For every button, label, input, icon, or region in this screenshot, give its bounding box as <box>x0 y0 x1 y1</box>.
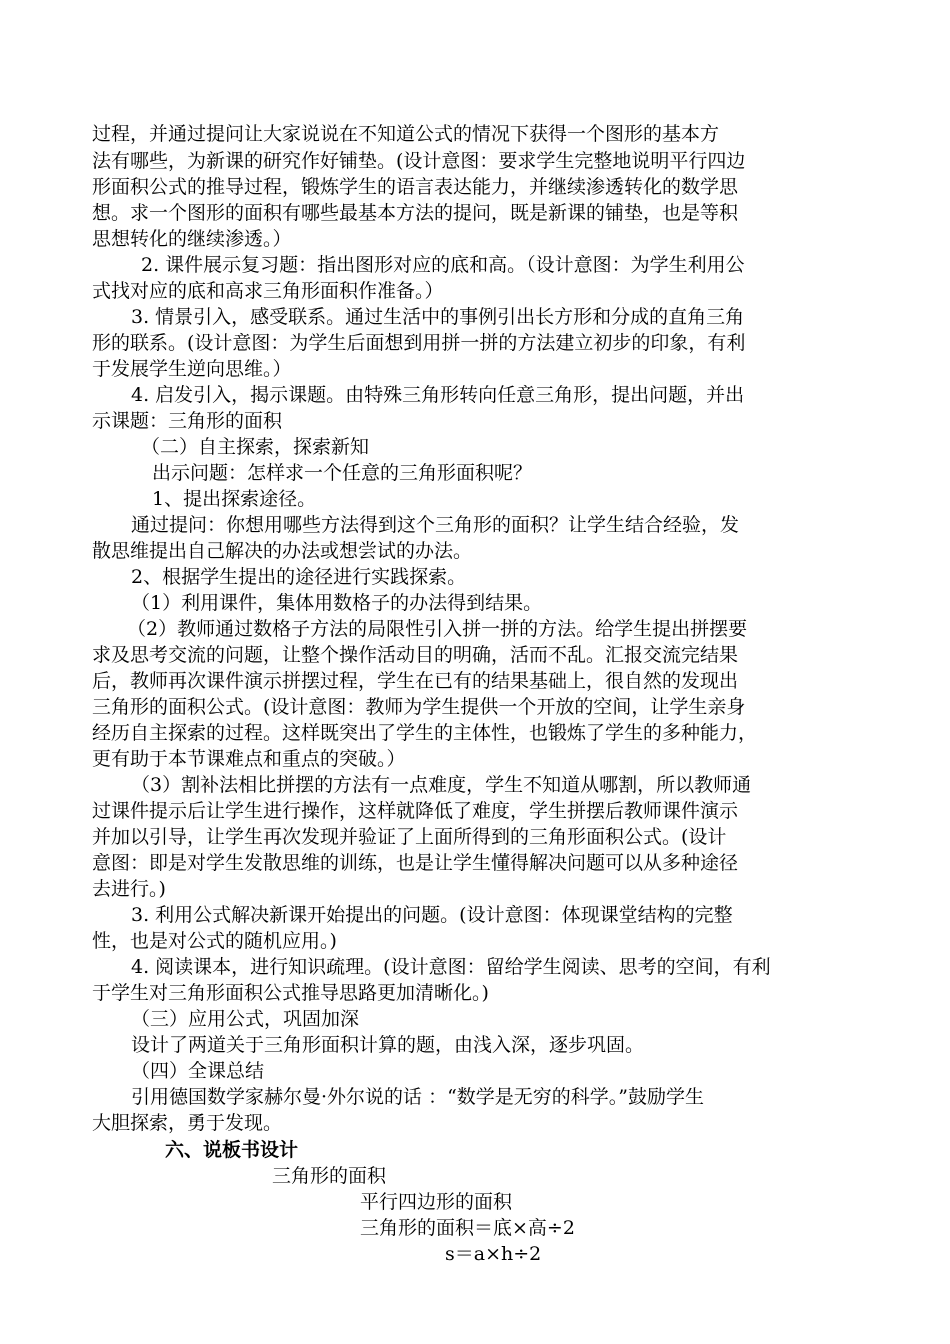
text-line: （四）全课总结 <box>131 1060 265 1082</box>
text-line: 更有助于本节课难点和重点的突破。） <box>92 748 406 770</box>
text-line: 出示问题：怎样求一个任意的三角形面积呢？ <box>152 462 533 484</box>
text-line: 形面积公式的推导过程，锻炼学生的语言表达能力，并继续渗透转化的数学思 <box>92 176 739 198</box>
text-line: 于发展学生逆向思维。） <box>92 358 292 380</box>
text-line: 大胆探索，勇于发现。 <box>92 1112 283 1134</box>
text-line: （3）割补法相比拼摆的方法有一点难度，学生不知道从哪割，所以教师通 <box>131 774 752 796</box>
board-line: 平行四边形的面积 <box>360 1191 513 1213</box>
text-line: 散思维提出自己解决的办法或想尝试的办法。 <box>92 540 473 562</box>
text-line: （二）自主探索，探索新知 <box>141 436 370 458</box>
text-line: 性，也是对公式的随机应用。) <box>92 930 337 952</box>
text-line: 2. 课件展示复习题：指出图形对应的底和高。（设计意图：为学生利用公 <box>141 254 745 276</box>
text-line: 去进行。) <box>92 878 166 900</box>
text-line: 设计了两道关于三角形面积计算的题，由浅入深，逐步巩固。 <box>131 1034 645 1056</box>
text-line: 通过提问：你想用哪些方法得到这个三角形的面积？让学生结合经验，发 <box>131 514 740 536</box>
text-line: 经历自主探索的过程。这样既突出了学生的主体性，也锻炼了学生的多种能力， <box>92 722 758 744</box>
text-line: 4. 阅读课本，进行知识疏理。(设计意图：留给学生阅读、思考的空间，有利 <box>131 956 771 978</box>
text-line: （2）教师通过数格子方法的局限性引入拼一拼的方法。给学生提出拼摆要 <box>127 618 748 640</box>
text-line: 法有哪些，为新课的研究作好铺垫。(设计意图：要求学生完整地说明平行四边 <box>92 150 746 172</box>
text-line: 意图：即是对学生发散思维的训练，也是让学生懂得解决问题可以从多种途径 <box>92 852 739 874</box>
text-line: 1、提出探索途径。 <box>152 488 317 510</box>
text-line: 式找对应的底和高求三角形面积作准备。） <box>92 280 444 302</box>
text-line: 引用德国数学家赫尔曼·外尔说的话 ：“数学是无穷的科学。”鼓励学生 <box>131 1086 705 1108</box>
text-line: 4. 启发引入，揭示课题。由特殊三角形转向任意三角形，提出问题，并出 <box>131 384 745 406</box>
text-line: 并加以引导，让学生再次发现并验证了上面所得到的三角形面积公式。(设计 <box>92 826 727 848</box>
text-line: 三角形的面积公式。(设计意图：教师为学生提供一个开放的空间，让学生亲身 <box>92 696 746 718</box>
text-line: 思想转化的继续渗透。） <box>92 228 292 250</box>
text-line: 3. 利用公式解决新课开始提出的问题。(设计意图：体现课堂结构的完整 <box>131 904 733 926</box>
board-title: 三角形的面积 <box>272 1165 387 1187</box>
board-formula: s＝a×h÷2 <box>445 1243 542 1265</box>
text-line: 过程，并通过提问让大家说说在不知道公式的情况下获得一个图形的基本方 <box>92 123 720 145</box>
text-line: 2、根据学生提出的途径进行实践探索。 <box>131 566 467 588</box>
text-line: 过课件提示后让学生进行操作，这样就降低了难度，学生拼摆后教师课件演示 <box>92 800 739 822</box>
text-line: 示课题：三角形的面积 <box>92 410 283 432</box>
text-line: 求及思考交流的问题，让整个操作活动目的明确，活而不乱。汇报交流完结果 <box>92 644 739 666</box>
text-line: 3. 情景引入，感受联系。通过生活中的事例引出长方形和分成的直角三角 <box>131 306 745 328</box>
text-line: （1）利用课件，集体用数格子的办法得到结果。 <box>131 592 543 614</box>
text-line: 后，教师再次课件演示拼摆过程，学生在已有的结果基础上，很自然的发现出 <box>92 670 739 692</box>
text-line: 于学生对三角形面积公式推导思路更加清晰化。) <box>92 982 489 1004</box>
text-line: 形的联系。(设计意图：为学生后面想到用拼一拼的方法建立初步的印象，有利 <box>92 332 746 354</box>
section-heading: 六、说板书设计 <box>165 1139 299 1161</box>
text-line: （三）应用公式，巩固加深 <box>131 1008 360 1030</box>
board-line: 三角形的面积＝底×高÷2 <box>360 1217 575 1239</box>
text-line: 想。求一个图形的面积有哪些最基本方法的提问，既是新课的铺垫，也是等积 <box>92 202 739 224</box>
